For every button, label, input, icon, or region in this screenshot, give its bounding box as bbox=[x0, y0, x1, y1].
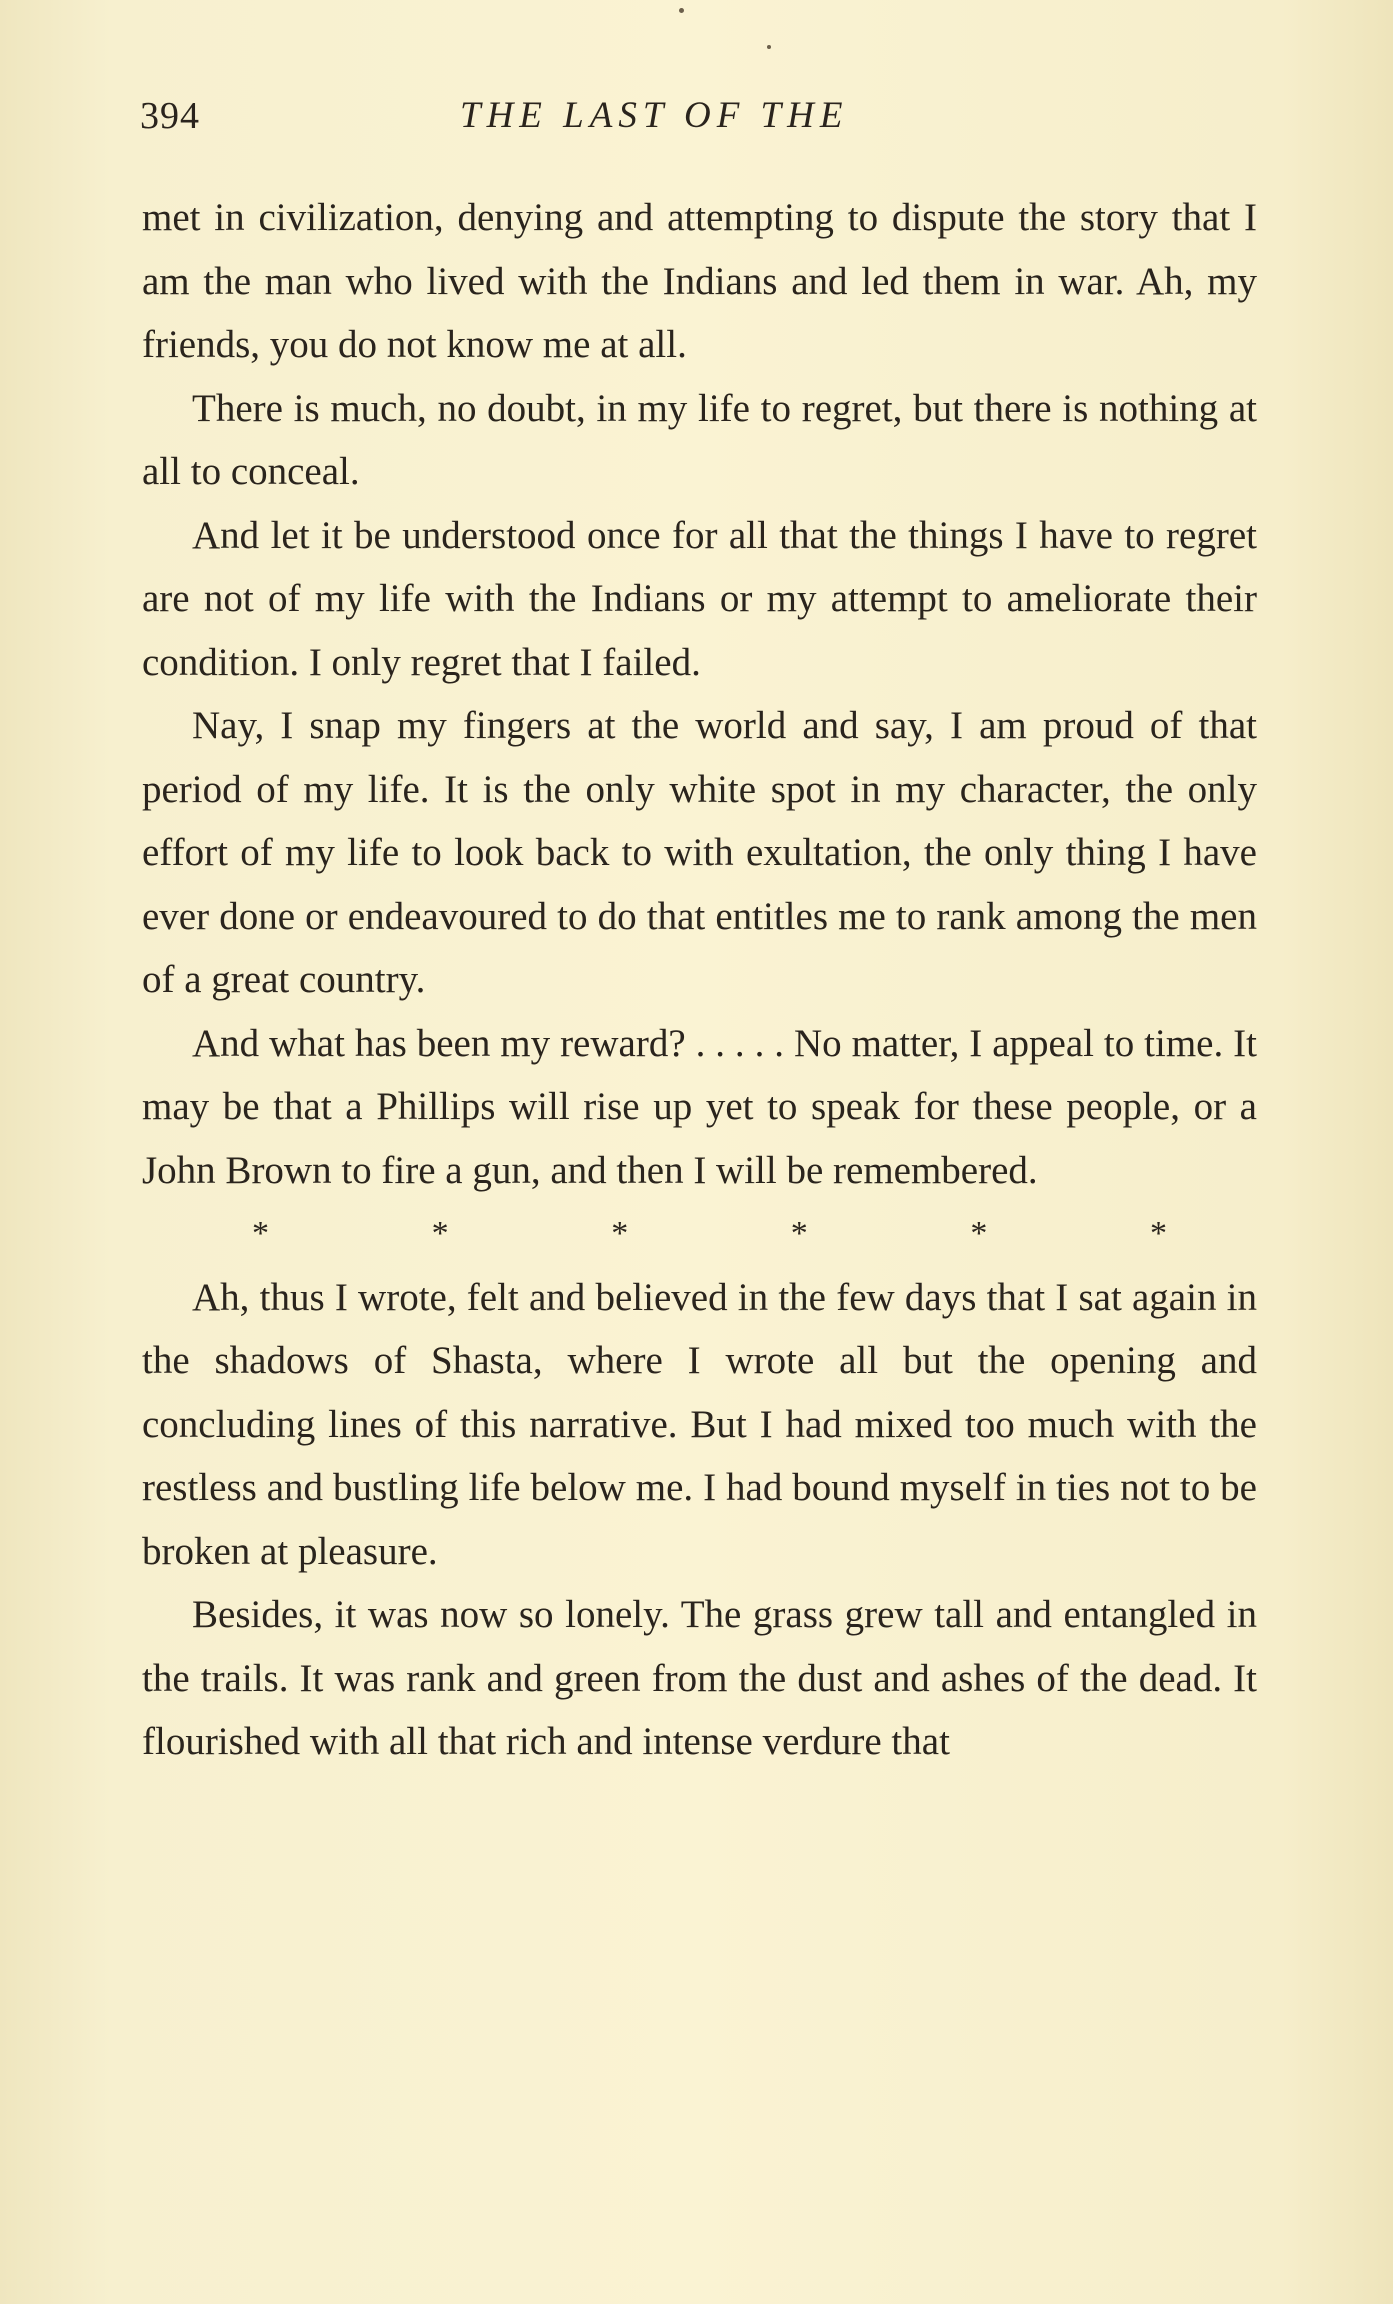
paragraph: Besides, it was now so lonely. The grass grew tall and entangled in the trails. It was rank and green from the dust and ashes of the dead. It flourished with all that rich and intense verdure that bbox=[142, 1593, 1257, 1763]
paragraph: Ah, thus I wrote, felt and believed in the few days that I sat again in the shadows of Shasta, where I wrote all but the opening and concluding lines of this narrative. But I had mixed too much with the restless and bustling life below me. I had bound myself in ties not to be broken at pleasure. bbox=[142, 1275, 1257, 1573]
ink-speck bbox=[767, 45, 771, 49]
paragraph: met in civilization, denying and attempting to dispute the story that I am the man who lived with the Indians and led them in war. Ah, my friends, you do not know me at all. bbox=[142, 196, 1257, 366]
page-header bbox=[140, 94, 1255, 144]
ink-speck bbox=[679, 8, 684, 13]
paragraph: There is much, no doubt, in my life to regret, but there is nothing at all to conceal. bbox=[142, 386, 1257, 493]
asterisk: * bbox=[431, 1215, 449, 1252]
page-number: 394 bbox=[140, 95, 200, 137]
asterisk: * bbox=[970, 1215, 988, 1252]
section-break bbox=[142, 1202, 1257, 1266]
asterisk: * bbox=[252, 1215, 269, 1252]
asterisk: * bbox=[1149, 1215, 1167, 1252]
paragraph: And what has been my reward? . . . . . No matter, I appeal to time. It may be that a Phillips will rise up yet to speak for these people, or a John Brown to fire a gun, and then I will be remembered. bbox=[142, 1021, 1257, 1192]
asterisk: * bbox=[611, 1215, 629, 1252]
running-head: THE LAST OF THE bbox=[460, 95, 849, 136]
paragraph: Nay, I snap my fingers at the world and say, I am proud of that period of my life. It is the only white spot in my character, the only effort of my life to look back to with exultation, the only thing I have ever done or endeavoured to do that entitles me to rank among the men of a great country. bbox=[142, 704, 1257, 1001]
asterisk: * bbox=[790, 1215, 808, 1252]
body-text bbox=[142, 186, 1257, 1774]
paragraph: And let it be understood once for all that the things I have to regret are not of my life with the Indians or my attempt to ameliorate their condition. I only regret that I failed. bbox=[142, 513, 1257, 684]
